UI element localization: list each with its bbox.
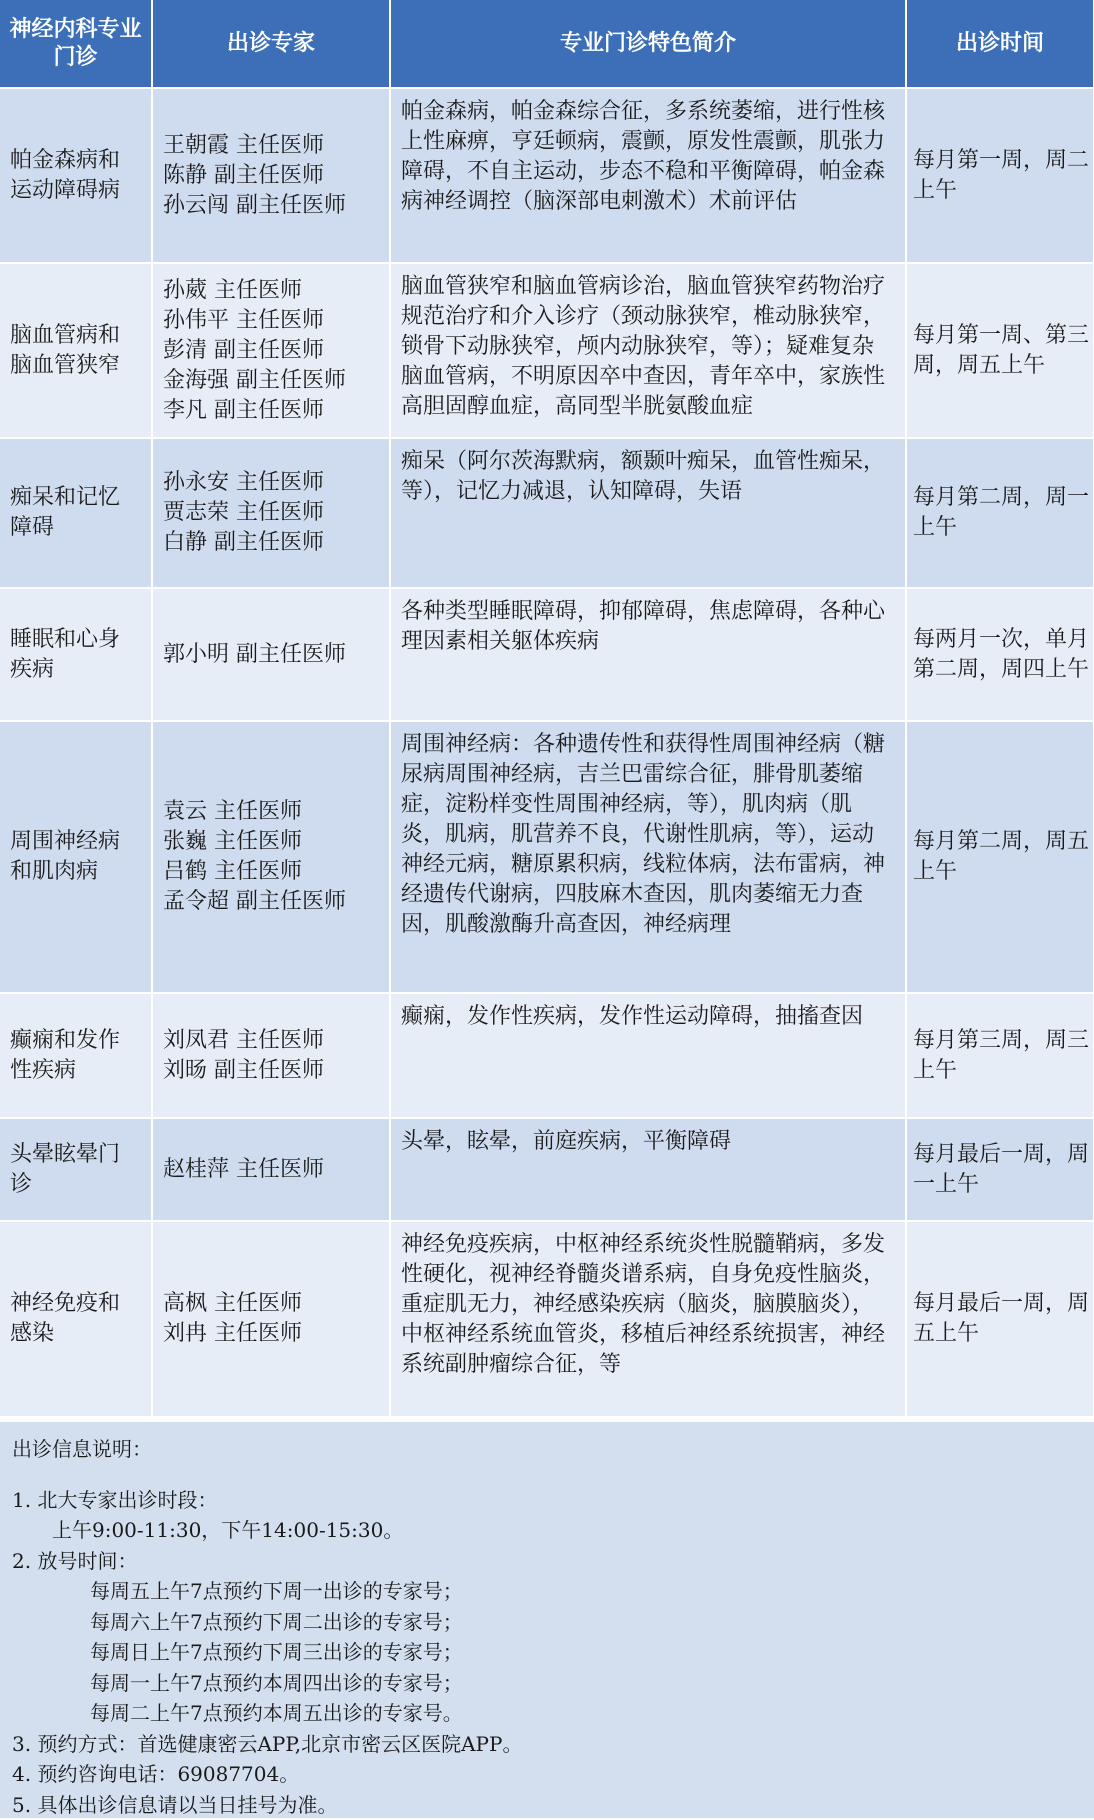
clinic-name: 癫痫和发作性疾病 xyxy=(0,993,152,1118)
clinic-name: 周围神经病和肌肉病 xyxy=(0,721,152,993)
clinic-description: 痴呆（阿尔茨海默病，额颞叶痴呆，血管性痴呆，等），记忆力减退，认知障碍，失语 xyxy=(390,438,906,588)
clinic-time: 每月最后一周，周一上午 xyxy=(906,1118,1094,1221)
notes-release-line: 每周日上午7点预约下周三出诊的专家号； xyxy=(12,1637,1082,1668)
clinic-time: 每月第三周，周三上午 xyxy=(906,993,1094,1118)
notes-spacer xyxy=(12,1465,1082,1485)
expert-list: 袁云 主任医师 张巍 主任医师 吕鹤 主任医师 孟令超 副主任医师 xyxy=(152,721,390,993)
clinic-time: 每月最后一周，周五上午 xyxy=(906,1221,1094,1417)
clinic-description: 帕金森病，帕金森综合征，多系统萎缩，进行性核上性麻痹，亨廷顿病，震颤，原发性震颤，肌张力障碍，不自主运动，步态不稳和平衡障碍，帕金森病神经调控（脑深部电刺激术）术前评估 xyxy=(390,88,906,263)
notes-title: 出诊信息说明： xyxy=(12,1434,1082,1465)
clinic-description: 癫痫，发作性疾病，发作性运动障碍，抽搐查因 xyxy=(390,993,906,1118)
table-row xyxy=(0,1118,1094,1221)
expert-list: 刘凤君 主任医师 刘旸 副主任医师 xyxy=(152,993,390,1118)
notes-item-phone: 4. 预约咨询电话：69087704。 xyxy=(12,1759,1082,1790)
header-time: 出诊时间 xyxy=(906,0,1094,88)
clinic-name: 神经免疫和感染 xyxy=(0,1221,152,1417)
table-row xyxy=(0,438,1094,588)
expert-list: 高枫 主任医师 刘冉 主任医师 xyxy=(152,1221,390,1417)
expert-list: 郭小明 副主任医师 xyxy=(152,588,390,721)
notes-release-line: 每周五上午7点预约下周一出诊的专家号； xyxy=(12,1576,1082,1607)
notes-item-disclaimer: 5. 具体出诊信息请以当日挂号为准。 xyxy=(12,1790,1082,1820)
header-description: 专业门诊特色简介 xyxy=(390,0,906,88)
notes-item-booking: 3. 预约方式：首选健康密云APP,北京市密云区医院APP。 xyxy=(12,1729,1082,1760)
notes-item-hours: 1. 北大专家出诊时段： xyxy=(12,1485,1082,1516)
table-row xyxy=(0,993,1094,1118)
clinic-name: 帕金森病和运动障碍病 xyxy=(0,88,152,263)
clinic-time: 每月第二周，周一上午 xyxy=(906,438,1094,588)
clinic-name: 痴呆和记忆障碍 xyxy=(0,438,152,588)
clinic-time: 每月第一周，周二上午 xyxy=(906,88,1094,263)
clinic-time: 每两月一次，单月第二周，周四上午 xyxy=(906,588,1094,721)
notes-item-release: 2. 放号时间： xyxy=(12,1546,1082,1577)
expert-list: 孙葳 主任医师 孙伟平 主任医师 彭清 副主任医师 金海强 副主任医师 李凡 副主任医师 xyxy=(152,263,390,438)
header-experts: 出诊专家 xyxy=(152,0,390,88)
clinic-description: 脑血管狭窄和脑血管病诊治，脑血管狭窄药物治疗规范治疗和介入诊疗（颈动脉狭窄，椎动脉狭窄，锁骨下动脉狭窄，颅内动脉狭窄，等）；疑难复杂脑血管病，不明原因卒中查因，青年卒中，家族性高胆固醇血症，高同型半胱氨酸血症 xyxy=(390,263,906,438)
table-row xyxy=(0,721,1094,993)
clinic-description: 各种类型睡眠障碍，抑郁障碍，焦虑障碍，各种心理因素相关躯体疾病 xyxy=(390,588,906,721)
notes-release-line: 每周一上午7点预约本周四出诊的专家号； xyxy=(12,1668,1082,1699)
table-header-row xyxy=(0,0,1094,88)
clinic-description: 头晕，眩晕，前庭疾病，平衡障碍 xyxy=(390,1118,906,1221)
clinic-description: 周围神经病：各种遗传性和获得性周围神经病（糖尿病周围神经病，吉兰巴雷综合征，腓骨肌萎缩症，淀粉样变性周围神经病，等），肌肉病（肌炎，肌病，肌营养不良，代谢性肌病，等），运动神经元病，糖原累积病，线粒体病，法布雷病，神经遗传代谢病，四肢麻木查因，肌肉萎缩无力查因，肌酸激酶升高查因，神经病理 xyxy=(390,721,906,993)
clinic-info-notes xyxy=(0,1422,1094,1818)
table-row xyxy=(0,1221,1094,1417)
expert-list: 王朝霞 主任医师 陈静 副主任医师 孙云闯 副主任医师 xyxy=(152,88,390,263)
notes-release-line: 每周二上午7点预约本周五出诊的专家号。 xyxy=(12,1698,1082,1729)
table-row xyxy=(0,588,1094,721)
clinic-name: 脑血管病和脑血管狭窄 xyxy=(0,263,152,438)
table-row xyxy=(0,263,1094,438)
notes-hours-detail: 上午9:00-11:30，下午14:00-15:30。 xyxy=(12,1515,1082,1546)
clinic-time: 每月第二周，周五上午 xyxy=(906,721,1094,993)
header-clinic: 神经内科专业门诊 xyxy=(0,0,152,88)
expert-list: 孙永安 主任医师 贾志荣 主任医师 白静 副主任医师 xyxy=(152,438,390,588)
clinic-name: 头晕眩晕门诊 xyxy=(0,1118,152,1221)
clinic-time: 每月第一周、第三周，周五上午 xyxy=(906,263,1094,438)
table-row xyxy=(0,88,1094,263)
clinic-name: 睡眠和心身疾病 xyxy=(0,588,152,721)
expert-list: 赵桂萍 主任医师 xyxy=(152,1118,390,1221)
notes-release-line: 每周六上午7点预约下周二出诊的专家号； xyxy=(12,1607,1082,1638)
clinic-description: 神经免疫疾病，中枢神经系统炎性脱髓鞘病，多发性硬化，视神经脊髓炎谱系病，自身免疫性脑炎，重症肌无力，神经感染疾病（脑炎，脑膜脑炎），中枢神经系统血管炎，移植后神经系统损害，神经系统副肿瘤综合征，等 xyxy=(390,1221,906,1417)
